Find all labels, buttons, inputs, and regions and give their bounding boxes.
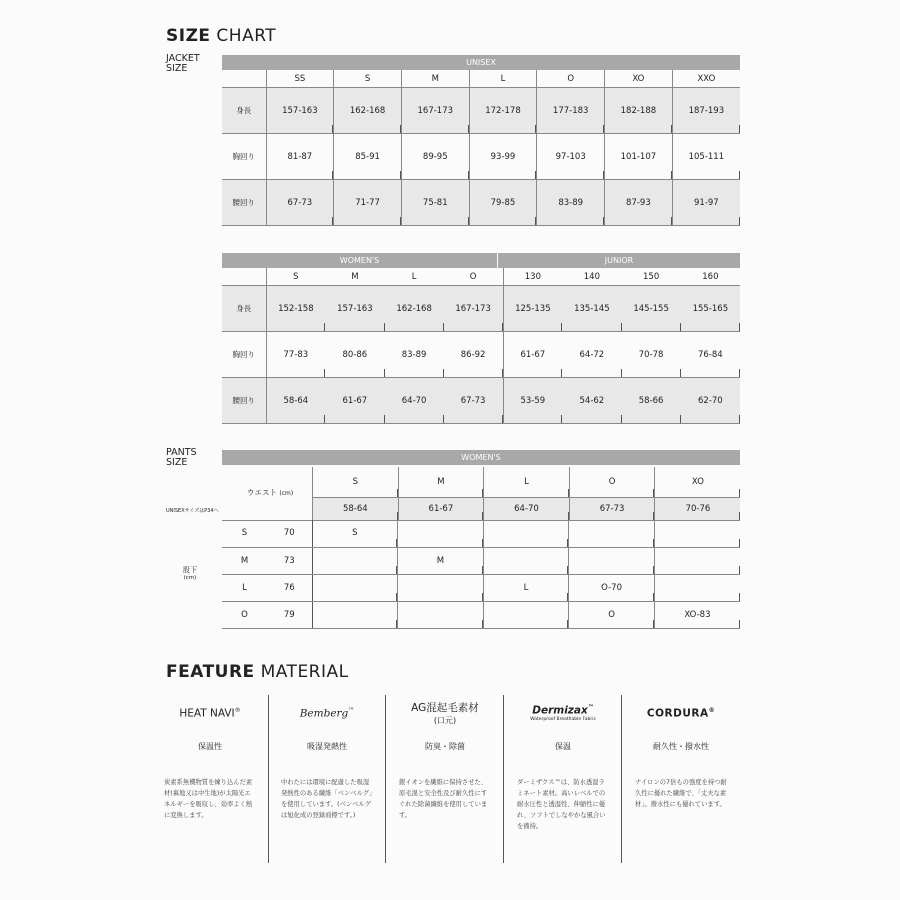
measure-cell: 70-78	[622, 332, 681, 378]
size-header-cell: L	[385, 268, 444, 286]
pants-waist-cell: 70-76	[655, 497, 741, 520]
measure-cell: 125-135	[503, 286, 562, 332]
size-header-cell: M	[325, 268, 384, 286]
size-header-cell: O	[444, 268, 503, 286]
feature-logo-text: HEAT NAVI	[179, 707, 235, 720]
measure-cell: 64-72	[562, 332, 621, 378]
size-header-row	[222, 268, 740, 286]
measure-row	[222, 286, 740, 332]
jacket-size-table	[222, 70, 740, 226]
size-header-cell: O	[537, 70, 605, 88]
measure-cell: 62-70	[681, 378, 740, 424]
measure-cell: 53-59	[503, 378, 562, 424]
size-header-cell: XXO	[672, 70, 740, 88]
fit-cell: M	[398, 547, 484, 574]
measure-cell: 79-85	[469, 180, 537, 226]
row-label: 腰回り	[222, 378, 266, 424]
measure-cell: 58-64	[266, 378, 325, 424]
waist-header-cell	[222, 467, 312, 521]
fit-cell	[569, 520, 655, 547]
inseam-length-cell: 73	[267, 547, 312, 574]
feature-title-bold: FEATURE	[166, 662, 255, 682]
measure-cell: 162-168	[334, 88, 402, 134]
fit-cell	[654, 520, 740, 547]
feature-logo	[622, 695, 740, 731]
measure-cell: 152-158	[266, 286, 325, 332]
measure-row	[222, 332, 740, 378]
fit-cell	[569, 547, 655, 574]
pants-waist-cell: 61-67	[398, 497, 484, 520]
row-label: 身長	[222, 286, 266, 332]
fit-cell	[398, 520, 484, 547]
feature-description: 中わたには環境に配慮した吸湿発熱性のある繊維「ベンベルグ」を使用しています。(ベンベルグは旭化成の登録商標です。)	[281, 779, 373, 819]
measure-cell: 105-111	[672, 134, 740, 180]
feature-logo-sub: Waterproof Breathable Fabric	[530, 716, 596, 722]
inseam-row	[222, 574, 740, 601]
size-header-cell: SS	[266, 70, 334, 88]
size-header-cell: L	[469, 70, 537, 88]
feature-logo-sub: (口元)	[433, 716, 457, 725]
measure-cell: 91-97	[672, 180, 740, 226]
fit-cell	[483, 547, 569, 574]
measure-cell: 71-77	[334, 180, 402, 226]
measure-cell: 81-87	[266, 134, 334, 180]
feature-logo-mark: ™	[587, 704, 594, 712]
inseam-length-cell: 76	[267, 574, 312, 601]
fit-cell	[654, 574, 740, 601]
measure-cell: 167-173	[444, 286, 503, 332]
feature-column	[151, 695, 269, 860]
fit-cell	[483, 601, 569, 628]
measure-cell: 83-89	[537, 180, 605, 226]
size-header-cell: XO	[605, 70, 673, 88]
feature-logo-text: CORDURA	[646, 707, 709, 720]
size-header-cell: S	[266, 268, 325, 286]
pants-waist-cell: 67-73	[569, 497, 655, 520]
measure-cell: 172-178	[469, 88, 537, 134]
measure-row	[222, 88, 740, 134]
fit-cell	[654, 547, 740, 574]
measure-cell: 145-155	[622, 286, 681, 332]
pants-size-cell: O	[569, 467, 655, 497]
row-label: 胸回り	[222, 332, 266, 378]
fit-cell	[312, 574, 398, 601]
measure-cell: 76-84	[681, 332, 740, 378]
measure-cell: 64-70	[385, 378, 444, 424]
fit-cell	[398, 601, 484, 628]
feature-column	[504, 695, 622, 860]
inseam-size-cell: S	[222, 520, 267, 547]
unisex-note: UNISEXサイズはP34へ	[166, 508, 219, 514]
measure-row	[222, 378, 740, 424]
measure-cell: 85-91	[334, 134, 402, 180]
measure-cell: 67-73	[444, 378, 503, 424]
row-label: 腰回り	[222, 180, 266, 226]
pants-size-cell: S	[313, 467, 399, 497]
pants-inseam-table	[222, 520, 740, 629]
measure-cell: 101-107	[605, 134, 673, 180]
header-blank	[222, 268, 266, 286]
measure-cell: 58-66	[622, 378, 681, 424]
pants-size-table	[312, 467, 740, 521]
fit-cell: O-70	[569, 574, 655, 601]
womens-junior-size-table	[222, 268, 740, 424]
measure-cell: 162-168	[385, 286, 444, 332]
inseam-size-cell: M	[222, 547, 267, 574]
pants-size-cell: M	[398, 467, 484, 497]
measure-cell: 155-165	[681, 286, 740, 332]
fit-cell	[483, 520, 569, 547]
inseam-length-cell: 70	[267, 520, 312, 547]
fit-cell: L	[483, 574, 569, 601]
pants-waist-cell: 58-64	[313, 497, 399, 520]
inseam-size-cell: O	[222, 601, 267, 628]
measure-cell: 77-83	[266, 332, 325, 378]
measure-cell: 61-67	[325, 378, 384, 424]
inseam-length-cell: 79	[267, 601, 312, 628]
measure-cell: 177-183	[537, 88, 605, 134]
pants-size-label	[166, 448, 197, 468]
measure-cell: 86-92	[444, 332, 503, 378]
measure-cell: 54-62	[562, 378, 621, 424]
jacket-size-label	[166, 54, 200, 74]
feature-logo-text: AG混起毛素材	[411, 702, 479, 714]
feature-title-light: MATERIAL	[260, 662, 349, 682]
measure-row	[222, 134, 740, 180]
feature-description: ダーミザクス™は、防水透湿ラミネート素材。高いレベルでの耐水圧性と透湿性、伸縮性に優れ、ソフトでしなやかな風合いを備持。	[517, 779, 606, 830]
row-label: 胸回り	[222, 134, 266, 180]
size-header-cell: M	[401, 70, 469, 88]
size-header-row	[222, 70, 740, 88]
pants-waist-cell: 64-70	[484, 497, 570, 520]
fit-cell	[312, 547, 398, 574]
feature-logo-text: Dermizax	[532, 704, 588, 717]
pants-size-cell: L	[484, 467, 570, 497]
junior-band: JUNIOR	[498, 253, 740, 268]
feature-name: 耐久性・撥水性	[653, 742, 709, 751]
feature-logo-mark: ™	[348, 706, 355, 714]
measure-cell: 87-93	[605, 180, 673, 226]
measure-cell: 157-163	[325, 286, 384, 332]
feature-logo-text: Bemberg	[299, 707, 349, 720]
size-chart-title-bold: SIZE	[166, 26, 211, 46]
waist-label: ウエスト (cm)	[247, 488, 294, 497]
pants-label-line2: SIZE	[166, 457, 188, 468]
measure-row	[222, 180, 740, 226]
size-header-cell: 150	[622, 268, 681, 286]
size-chart-title-light: CHART	[216, 26, 277, 46]
fit-cell	[312, 601, 398, 628]
pants-label-line1: PANTS	[166, 447, 197, 458]
size-header-cell: 160	[681, 268, 740, 286]
feature-name: 保温性	[198, 742, 222, 751]
measure-cell: 61-67	[503, 332, 562, 378]
feature-logo-mark: ®	[708, 706, 716, 714]
feature-logo	[504, 695, 622, 731]
feature-name: 保温	[555, 742, 571, 751]
feature-logo	[151, 695, 269, 731]
size-chart-title	[166, 26, 276, 46]
feature-material-title	[166, 662, 349, 682]
measure-cell: 89-95	[401, 134, 469, 180]
inseam-row	[222, 601, 740, 628]
measure-cell: 187-193	[672, 88, 740, 134]
measure-cell: 182-188	[605, 88, 673, 134]
size-header-cell: S	[334, 70, 402, 88]
inseam-label: 股下 (cm)	[183, 566, 197, 581]
measure-cell: 167-173	[401, 88, 469, 134]
feature-column	[386, 695, 504, 860]
fit-cell: S	[312, 520, 398, 547]
fit-cell: O	[569, 601, 655, 628]
womens-band: WOMEN'S	[222, 253, 497, 268]
row-label: 身長	[222, 88, 266, 134]
feature-logo	[268, 695, 386, 731]
measure-cell: 97-103	[537, 134, 605, 180]
inseam-size-cell: L	[222, 574, 267, 601]
pants-waist-row	[313, 497, 741, 520]
measure-cell: 157-163	[266, 88, 334, 134]
jacket-label-line1: JACKET	[166, 53, 200, 64]
feature-description: 炭素系無機物質を練り込んだ素材(裏地又は中生地)が太陽光エネルギーを吸収し、効率よく熱に変換します。	[164, 779, 253, 819]
measure-cell: 135-145	[562, 286, 621, 332]
feature-logo-mark: ®	[234, 706, 241, 714]
pants-womens-band: WOMEN'S	[222, 450, 740, 465]
inseam-row	[222, 547, 740, 574]
jacket-label-line2: SIZE	[166, 63, 188, 74]
fit-cell: XO-83	[654, 601, 740, 628]
header-blank	[222, 70, 266, 88]
measure-cell: 83-89	[385, 332, 444, 378]
measure-cell: 80-86	[325, 332, 384, 378]
measure-cell: 93-99	[469, 134, 537, 180]
feature-logo	[386, 695, 504, 731]
fit-cell	[398, 574, 484, 601]
feature-name: 吸湿発熱性	[307, 742, 347, 751]
feature-name: 防臭・除菌	[425, 742, 465, 751]
pants-size-cell: XO	[655, 467, 741, 497]
feature-description: 銀イオンを繊維に保持させた、原毛混と安全性及び耐久性にすぐれた除菌繊維を使用しています。	[399, 779, 488, 819]
feature-column	[268, 695, 386, 860]
feature-column	[622, 695, 740, 860]
feature-description: ナイロンの7倍もの強度を持つ耐久性に優れた繊維で、「丈夫な素材」。撥水性にも優れています。	[635, 779, 727, 808]
size-header-cell: 140	[562, 268, 621, 286]
unisex-band: UNISEX	[222, 55, 740, 70]
measure-cell: 67-73	[266, 180, 334, 226]
size-header-cell: 130	[503, 268, 562, 286]
inseam-row	[222, 520, 740, 547]
measure-cell: 75-81	[401, 180, 469, 226]
pants-size-row	[313, 467, 741, 497]
